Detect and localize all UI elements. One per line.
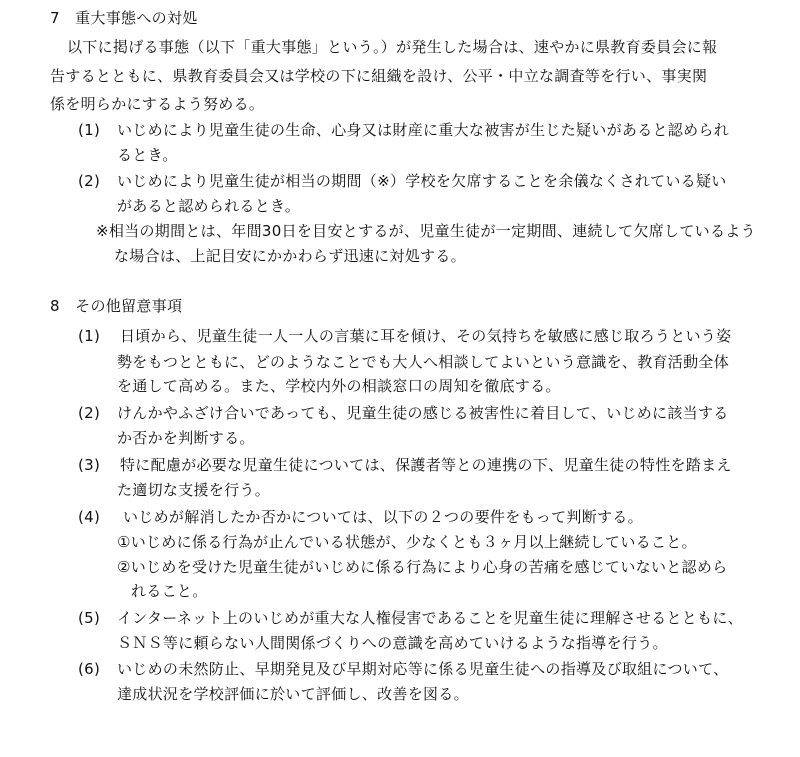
sub-item-text: ①いじめに係る行為が止んでいる状態が、少なくとも３ヶ月以上継続していること。 (117, 533, 697, 551)
list-item-text: を通して高める。また、学校内外の相談窓口の周知を徹底する。 (117, 377, 561, 395)
list-item-text: 勢をもつとともに、どのようなことでも大人へ相談してよいという意識を、教育活動全体 (117, 353, 730, 371)
section-7-intro-line: 以下に掲げる事態（以下「重大事態」という。）が発生した場合は、速やかに県教育委員会に報 (67, 38, 718, 56)
list-item-number: (1) (78, 327, 101, 345)
list-item-text: 日頃から、児童生徒一人一人の言葉に耳を傾け、その気持ちを敏感に感じ取ろうという姿 (120, 327, 732, 345)
list-item-number: (2) (78, 172, 101, 190)
section-7-intro-line: 係を明らかにするよう努める。 (50, 95, 265, 113)
list-item-number: (6) (78, 660, 101, 678)
list-item-text: た適切な支援を行う。 (117, 481, 271, 499)
sub-item-text: ②いじめを受けた児童生徒がいじめに係る行為により心身の苦痛を感じていないと認めら (117, 558, 728, 576)
section-8-heading: 8 その他留意事項 (50, 297, 183, 315)
list-item-number: (5) (78, 609, 101, 627)
list-item-number: (1) (78, 121, 101, 139)
note-text: な場合は、上記目安にかかわらず迅速に対処する。 (114, 247, 466, 265)
list-item-number: (3) (78, 456, 101, 474)
list-item-text: ＳＮＳ等に頼らない人間関係づくりへの意識を高めていけるような指導を行う。 (117, 634, 668, 652)
section-7-intro-line: 告するとともに、県教育委員会又は学校の下に組織を設け、公平・中立な調査等を行い、事実関 (50, 67, 708, 85)
list-item-text: 達成状況を学校評価に於いて評価し、改善を図る。 (117, 685, 469, 703)
list-item-text: いじめが解消したか否かについては、以下の２つの要件をもって判断する。 (123, 508, 643, 526)
list-item-text: いじめにより児童生徒が相当の期間（※）学校を欠席することを余儀なくされている疑い (117, 172, 727, 190)
list-item-text: るとき。 (117, 146, 178, 164)
list-item-text: いじめの未然防止、早期発見及び早期対応等に係る児童生徒への指導及び取組について、 (117, 660, 729, 678)
list-item-text: インターネット上のいじめが重大な人権侵害であることを児童生徒に理解させるとともに、 (117, 609, 743, 627)
list-item-text: か否かを判断する。 (117, 429, 255, 447)
list-item-text: 特に配慮が必要な児童生徒については、保護者等との連携の下、児童生徒の特性を踏まえ (120, 456, 732, 474)
note-text: ※相当の期間とは、年間30日を目安とするが、児童生徒が一定期間、連続して欠席しているよう (96, 222, 756, 240)
list-item-text: けんかやふざけ合いであっても、児童生徒の感じる被害性に着目して、いじめに該当する (117, 404, 729, 422)
list-item-number: (4) (78, 508, 101, 526)
sub-item-text: れること。 (131, 582, 208, 600)
list-item-text: があると認められるとき。 (117, 197, 301, 215)
list-item-text: いじめにより児童生徒の生命、心身又は財産に重大な被害が生じた疑いがあると認められ (117, 121, 730, 139)
list-item-number: (2) (78, 404, 101, 422)
section-7-heading: 7 重大事態への対処 (50, 9, 198, 27)
